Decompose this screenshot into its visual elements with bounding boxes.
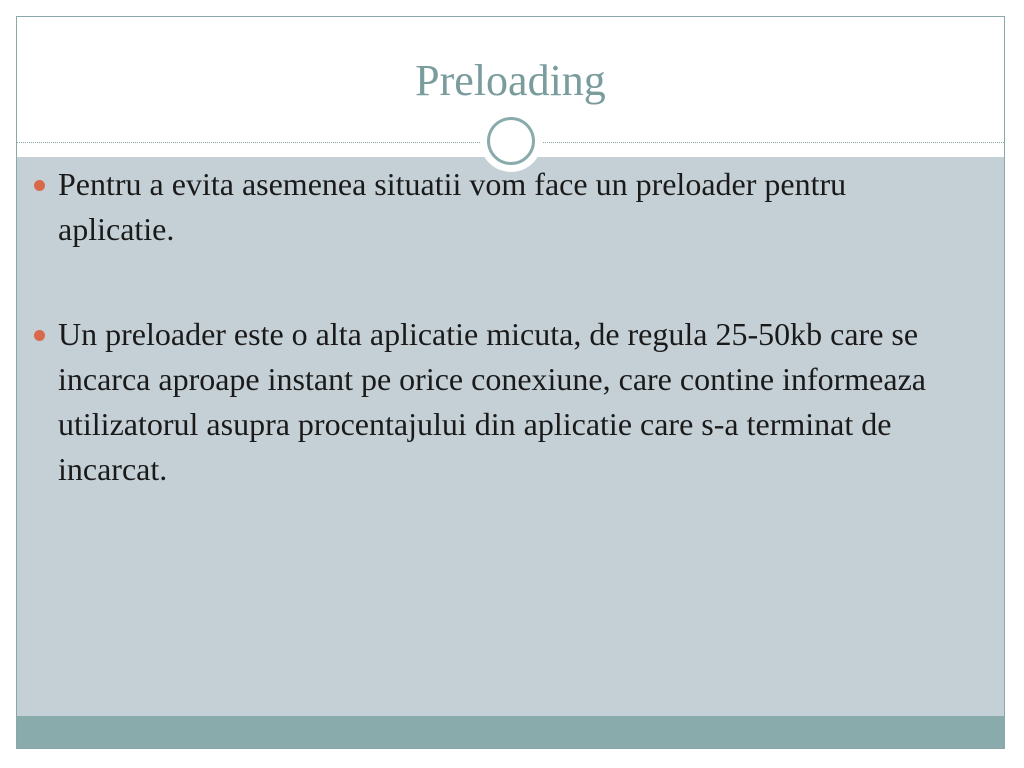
bullet-dot-icon	[34, 180, 45, 191]
bullet-list	[58, 162, 938, 552]
footer-bar	[17, 716, 1004, 749]
bullet-dot-icon	[34, 330, 45, 341]
circle-ring-inner	[487, 117, 535, 165]
bullet-text: Pentru a evita asemenea situatii vom face un preloader pentru aplicatie.	[58, 166, 847, 247]
slide-title: Preloading	[415, 56, 606, 105]
bullet-text: Un preloader este o alta aplicatie micuta, de regula 25-50kb care se incarca aproape instant pe orice conexiune, care contine informeaza utilizatorul asupra procentajului din aplicatie care s-a terminat de incarcat.	[58, 316, 926, 487]
bullet-item	[58, 312, 938, 492]
bullet-item	[58, 162, 938, 252]
